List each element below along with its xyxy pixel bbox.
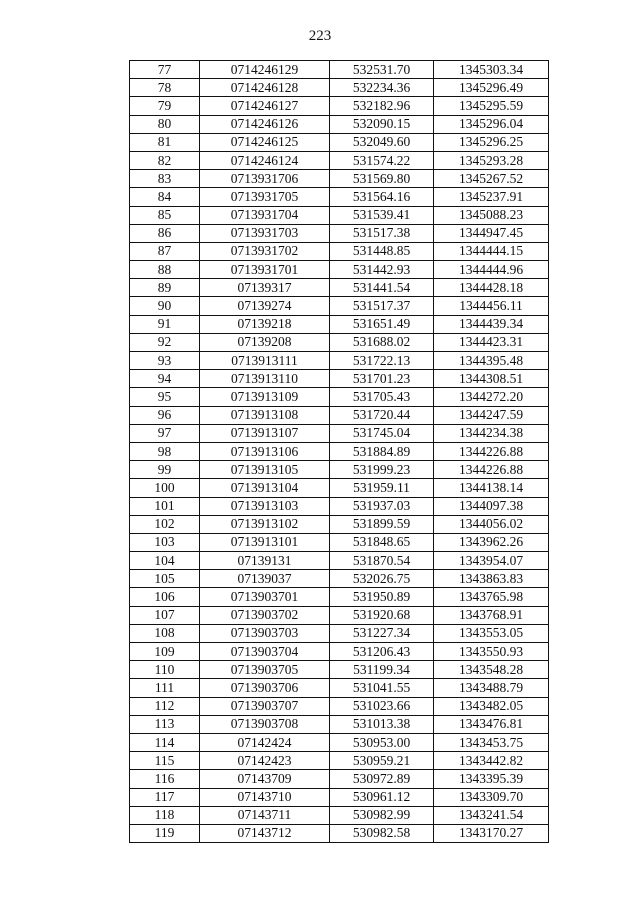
y-coordinate-cell: 1343488.79 <box>434 679 549 697</box>
table-row <box>130 643 549 661</box>
point-number-cell: 113 <box>130 715 200 733</box>
point-number-cell: 109 <box>130 643 200 661</box>
point-number-cell: 101 <box>130 497 200 515</box>
x-coordinate-cell: 530982.99 <box>330 806 434 824</box>
y-coordinate-cell: 1344444.15 <box>434 242 549 260</box>
y-coordinate-cell: 1344444.96 <box>434 261 549 279</box>
point-code-cell: 07139208 <box>200 333 330 351</box>
x-coordinate-cell: 531206.43 <box>330 643 434 661</box>
point-number-cell: 94 <box>130 370 200 388</box>
point-code-cell: 0713931703 <box>200 224 330 242</box>
table-row <box>130 406 549 424</box>
y-coordinate-cell: 1343553.05 <box>434 624 549 642</box>
table-row <box>130 497 549 515</box>
y-coordinate-cell: 1343954.07 <box>434 552 549 570</box>
table-row <box>130 752 549 770</box>
x-coordinate-cell: 531848.65 <box>330 533 434 551</box>
point-code-cell: 07139274 <box>200 297 330 315</box>
y-coordinate-cell: 1345296.04 <box>434 115 549 133</box>
point-number-cell: 119 <box>130 824 200 842</box>
point-code-cell: 0713903703 <box>200 624 330 642</box>
table-row <box>130 279 549 297</box>
x-coordinate-cell: 531227.34 <box>330 624 434 642</box>
x-coordinate-cell: 531574.22 <box>330 151 434 169</box>
y-coordinate-cell: 1344234.38 <box>434 424 549 442</box>
table-row <box>130 370 549 388</box>
y-coordinate-cell: 1343768.91 <box>434 606 549 624</box>
point-code-cell: 0713913102 <box>200 515 330 533</box>
table-row <box>130 824 549 842</box>
point-code-cell: 0713913101 <box>200 533 330 551</box>
point-number-cell: 85 <box>130 206 200 224</box>
table-row <box>130 461 549 479</box>
point-code-cell: 0713931702 <box>200 242 330 260</box>
point-number-cell: 117 <box>130 788 200 806</box>
point-code-cell: 0713913106 <box>200 442 330 460</box>
point-number-cell: 80 <box>130 115 200 133</box>
table-row <box>130 352 549 370</box>
point-number-cell: 83 <box>130 170 200 188</box>
x-coordinate-cell: 531722.13 <box>330 352 434 370</box>
table-row <box>130 297 549 315</box>
point-code-cell: 0713913103 <box>200 497 330 515</box>
point-number-cell: 90 <box>130 297 200 315</box>
x-coordinate-cell: 531950.89 <box>330 588 434 606</box>
table-row <box>130 97 549 115</box>
x-coordinate-cell: 532182.96 <box>330 97 434 115</box>
point-code-cell: 0714246128 <box>200 79 330 97</box>
point-code-cell: 0713903708 <box>200 715 330 733</box>
point-code-cell: 0713903701 <box>200 588 330 606</box>
point-number-cell: 82 <box>130 151 200 169</box>
x-coordinate-cell: 531745.04 <box>330 424 434 442</box>
point-number-cell: 98 <box>130 442 200 460</box>
table-row <box>130 624 549 642</box>
table-row <box>130 151 549 169</box>
y-coordinate-cell: 1344247.59 <box>434 406 549 424</box>
x-coordinate-cell: 531023.66 <box>330 697 434 715</box>
point-code-cell: 0713913105 <box>200 461 330 479</box>
table-row <box>130 261 549 279</box>
point-number-cell: 96 <box>130 406 200 424</box>
point-number-cell: 84 <box>130 188 200 206</box>
point-number-cell: 86 <box>130 224 200 242</box>
point-number-cell: 106 <box>130 588 200 606</box>
table-row <box>130 442 549 460</box>
point-code-cell: 07142423 <box>200 752 330 770</box>
x-coordinate-cell: 531651.49 <box>330 315 434 333</box>
y-coordinate-cell: 1344308.51 <box>434 370 549 388</box>
x-coordinate-cell: 531688.02 <box>330 333 434 351</box>
point-number-cell: 99 <box>130 461 200 479</box>
table-row <box>130 479 549 497</box>
y-coordinate-cell: 1345295.59 <box>434 97 549 115</box>
point-code-cell: 0713931701 <box>200 261 330 279</box>
y-coordinate-cell: 1344395.48 <box>434 352 549 370</box>
x-coordinate-cell: 530972.89 <box>330 770 434 788</box>
y-coordinate-cell: 1343395.39 <box>434 770 549 788</box>
x-coordinate-cell: 531442.93 <box>330 261 434 279</box>
point-code-cell: 0713913109 <box>200 388 330 406</box>
x-coordinate-cell: 531701.23 <box>330 370 434 388</box>
point-number-cell: 107 <box>130 606 200 624</box>
point-number-cell: 118 <box>130 806 200 824</box>
point-number-cell: 112 <box>130 697 200 715</box>
table-row <box>130 552 549 570</box>
point-number-cell: 88 <box>130 261 200 279</box>
y-coordinate-cell: 1343241.54 <box>434 806 549 824</box>
point-number-cell: 114 <box>130 733 200 751</box>
point-number-cell: 102 <box>130 515 200 533</box>
y-coordinate-cell: 1343170.27 <box>434 824 549 842</box>
point-number-cell: 89 <box>130 279 200 297</box>
x-coordinate-cell: 531884.89 <box>330 442 434 460</box>
y-coordinate-cell: 1344056.02 <box>434 515 549 533</box>
table-row <box>130 206 549 224</box>
y-coordinate-cell: 1343863.83 <box>434 570 549 588</box>
table-row <box>130 170 549 188</box>
point-number-cell: 79 <box>130 97 200 115</box>
y-coordinate-cell: 1345296.49 <box>434 79 549 97</box>
point-code-cell: 0714246125 <box>200 133 330 151</box>
point-number-cell: 116 <box>130 770 200 788</box>
point-code-cell: 07139317 <box>200 279 330 297</box>
y-coordinate-cell: 1343309.70 <box>434 788 549 806</box>
point-code-cell: 0713913108 <box>200 406 330 424</box>
x-coordinate-cell: 531441.54 <box>330 279 434 297</box>
y-coordinate-cell: 1344226.88 <box>434 461 549 479</box>
x-coordinate-cell: 532090.15 <box>330 115 434 133</box>
x-coordinate-cell: 531899.59 <box>330 515 434 533</box>
table-row <box>130 570 549 588</box>
y-coordinate-cell: 1345293.28 <box>434 151 549 169</box>
point-number-cell: 111 <box>130 679 200 697</box>
y-coordinate-cell: 1345296.25 <box>434 133 549 151</box>
point-code-cell: 07143709 <box>200 770 330 788</box>
y-coordinate-cell: 1343548.28 <box>434 661 549 679</box>
table-row <box>130 115 549 133</box>
table-row <box>130 333 549 351</box>
table-row <box>130 788 549 806</box>
x-coordinate-cell: 532049.60 <box>330 133 434 151</box>
y-coordinate-cell: 1345237.91 <box>434 188 549 206</box>
y-coordinate-cell: 1343482.05 <box>434 697 549 715</box>
point-code-cell: 07143710 <box>200 788 330 806</box>
y-coordinate-cell: 1344947.45 <box>434 224 549 242</box>
x-coordinate-cell: 531959.11 <box>330 479 434 497</box>
table-row <box>130 61 549 79</box>
point-number-cell: 115 <box>130 752 200 770</box>
y-coordinate-cell: 1343453.75 <box>434 733 549 751</box>
table-row <box>130 697 549 715</box>
point-code-cell: 07139218 <box>200 315 330 333</box>
x-coordinate-cell: 530953.00 <box>330 733 434 751</box>
x-coordinate-cell: 531705.43 <box>330 388 434 406</box>
table-row <box>130 388 549 406</box>
point-code-cell: 0713903702 <box>200 606 330 624</box>
x-coordinate-cell: 531517.38 <box>330 224 434 242</box>
table-row <box>130 806 549 824</box>
x-coordinate-cell: 531013.38 <box>330 715 434 733</box>
point-number-cell: 92 <box>130 333 200 351</box>
point-code-cell: 0714246129 <box>200 61 330 79</box>
table-row <box>130 733 549 751</box>
y-coordinate-cell: 1344428.18 <box>434 279 549 297</box>
x-coordinate-cell: 532026.75 <box>330 570 434 588</box>
point-code-cell: 0714246126 <box>200 115 330 133</box>
x-coordinate-cell: 531870.54 <box>330 552 434 570</box>
point-number-cell: 103 <box>130 533 200 551</box>
x-coordinate-cell: 530961.12 <box>330 788 434 806</box>
point-number-cell: 87 <box>130 242 200 260</box>
table-row <box>130 770 549 788</box>
table-row <box>130 588 549 606</box>
x-coordinate-cell: 531999.23 <box>330 461 434 479</box>
point-code-cell: 07139131 <box>200 552 330 570</box>
y-coordinate-cell: 1345267.52 <box>434 170 549 188</box>
x-coordinate-cell: 531569.80 <box>330 170 434 188</box>
page-number: 223 <box>308 28 332 44</box>
y-coordinate-cell: 1345303.34 <box>434 61 549 79</box>
x-coordinate-cell: 531041.55 <box>330 679 434 697</box>
point-code-cell: 0713931705 <box>200 188 330 206</box>
x-coordinate-cell: 530959.21 <box>330 752 434 770</box>
y-coordinate-cell: 1344138.14 <box>434 479 549 497</box>
point-number-cell: 105 <box>130 570 200 588</box>
x-coordinate-cell: 532531.70 <box>330 61 434 79</box>
x-coordinate-cell: 531720.44 <box>330 406 434 424</box>
y-coordinate-cell: 1344456.11 <box>434 297 549 315</box>
point-code-cell: 0713903707 <box>200 697 330 715</box>
table-row <box>130 424 549 442</box>
point-number-cell: 104 <box>130 552 200 570</box>
y-coordinate-cell: 1344423.31 <box>434 333 549 351</box>
y-coordinate-cell: 1344272.20 <box>434 388 549 406</box>
x-coordinate-cell: 531937.03 <box>330 497 434 515</box>
table-row <box>130 79 549 97</box>
point-number-cell: 91 <box>130 315 200 333</box>
point-number-cell: 95 <box>130 388 200 406</box>
table-row <box>130 679 549 697</box>
coordinates-table-body <box>130 61 549 843</box>
table-row <box>130 133 549 151</box>
point-code-cell: 07143711 <box>200 806 330 824</box>
point-number-cell: 100 <box>130 479 200 497</box>
y-coordinate-cell: 1344097.38 <box>434 497 549 515</box>
table-row <box>130 224 549 242</box>
table-row <box>130 315 549 333</box>
point-code-cell: 0713903706 <box>200 679 330 697</box>
point-code-cell: 0714246127 <box>200 97 330 115</box>
point-number-cell: 81 <box>130 133 200 151</box>
point-number-cell: 108 <box>130 624 200 642</box>
table-row <box>130 533 549 551</box>
y-coordinate-cell: 1345088.23 <box>434 206 549 224</box>
table-row <box>130 661 549 679</box>
point-number-cell: 78 <box>130 79 200 97</box>
x-coordinate-cell: 531517.37 <box>330 297 434 315</box>
table-row <box>130 188 549 206</box>
point-code-cell: 0714246124 <box>200 151 330 169</box>
point-code-cell: 07139037 <box>200 570 330 588</box>
y-coordinate-cell: 1344439.34 <box>434 315 549 333</box>
y-coordinate-cell: 1343550.93 <box>434 643 549 661</box>
y-coordinate-cell: 1343442.82 <box>434 752 549 770</box>
x-coordinate-cell: 532234.36 <box>330 79 434 97</box>
point-code-cell: 0713903704 <box>200 643 330 661</box>
table-row <box>130 606 549 624</box>
table-row <box>130 715 549 733</box>
point-code-cell: 0713931706 <box>200 170 330 188</box>
point-number-cell: 93 <box>130 352 200 370</box>
point-code-cell: 07142424 <box>200 733 330 751</box>
point-code-cell: 0713913111 <box>200 352 330 370</box>
point-code-cell: 0713913104 <box>200 479 330 497</box>
point-code-cell: 0713931704 <box>200 206 330 224</box>
x-coordinate-cell: 531199.34 <box>330 661 434 679</box>
x-coordinate-cell: 531920.68 <box>330 606 434 624</box>
point-number-cell: 97 <box>130 424 200 442</box>
x-coordinate-cell: 531539.41 <box>330 206 434 224</box>
point-code-cell: 0713913107 <box>200 424 330 442</box>
y-coordinate-cell: 1343962.26 <box>434 533 549 551</box>
point-code-cell: 0713913110 <box>200 370 330 388</box>
y-coordinate-cell: 1344226.88 <box>434 442 549 460</box>
x-coordinate-cell: 531448.85 <box>330 242 434 260</box>
y-coordinate-cell: 1343476.81 <box>434 715 549 733</box>
coordinates-table <box>129 60 549 843</box>
table-row <box>130 242 549 260</box>
point-code-cell: 0713903705 <box>200 661 330 679</box>
point-code-cell: 07143712 <box>200 824 330 842</box>
y-coordinate-cell: 1343765.98 <box>434 588 549 606</box>
x-coordinate-cell: 531564.16 <box>330 188 434 206</box>
point-number-cell: 110 <box>130 661 200 679</box>
point-number-cell: 77 <box>130 61 200 79</box>
table-row <box>130 515 549 533</box>
x-coordinate-cell: 530982.58 <box>330 824 434 842</box>
